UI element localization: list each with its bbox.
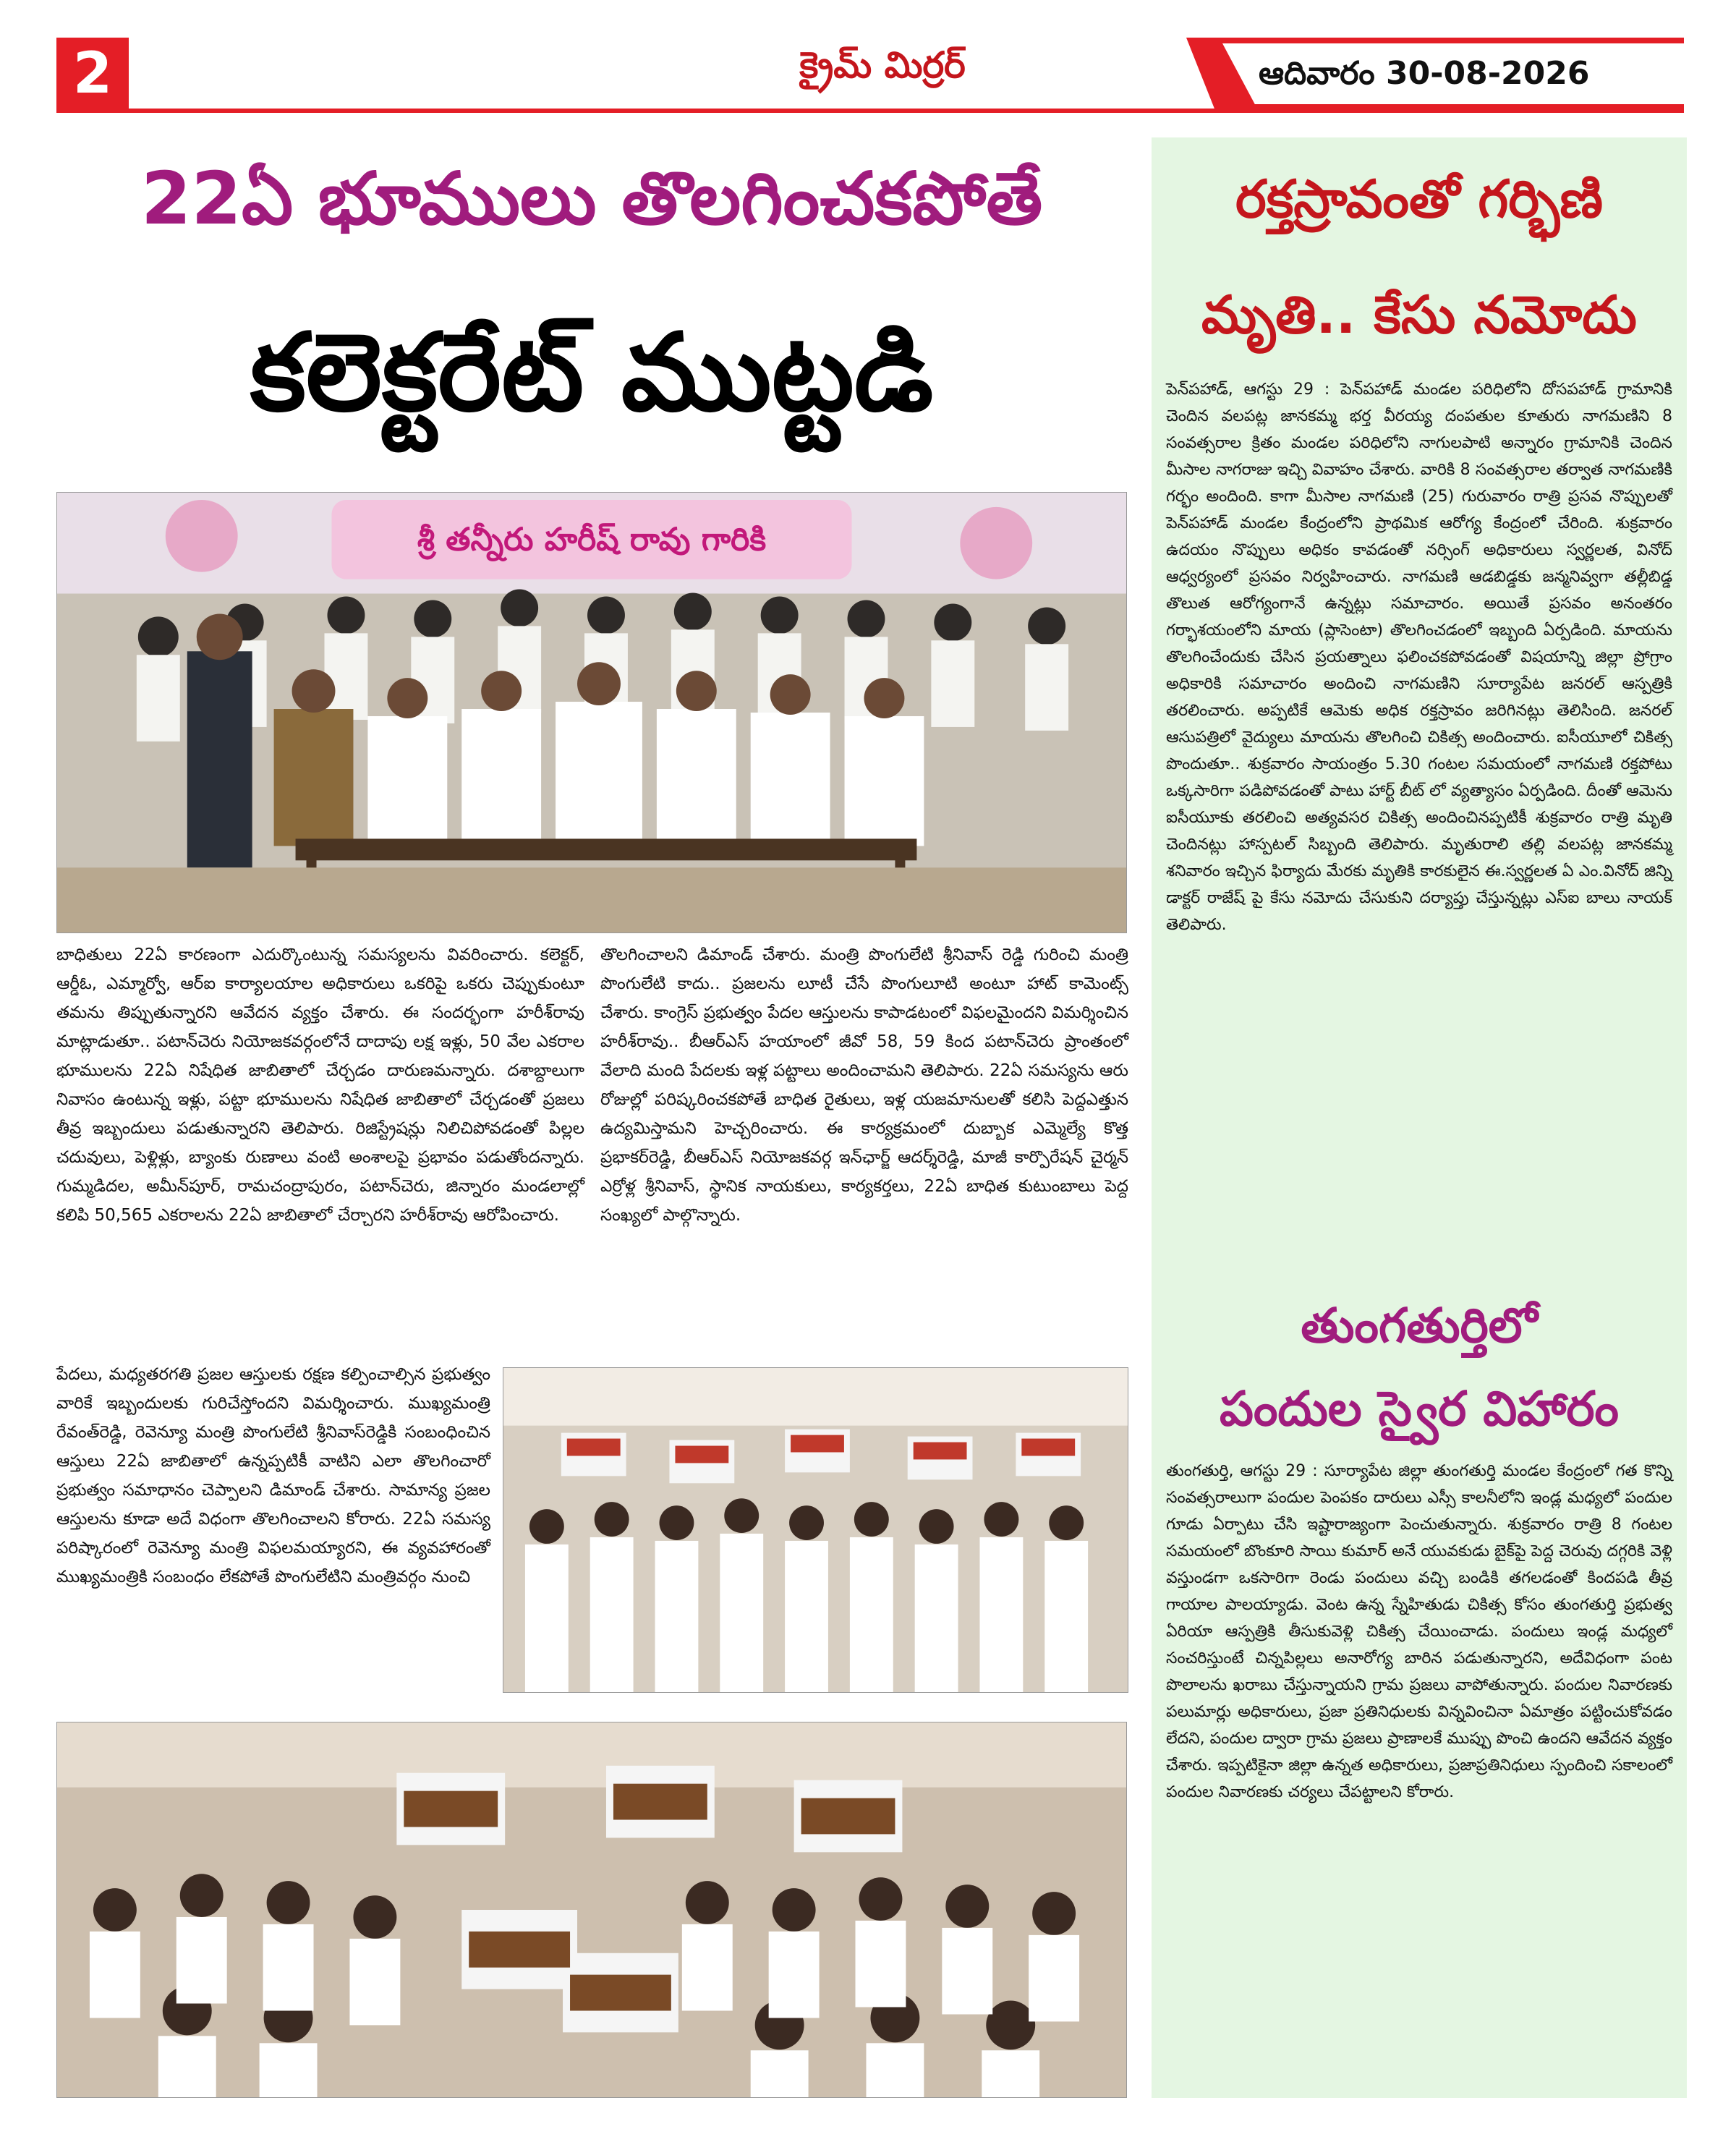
sidebar-story-2-headline-line-1: తుంగతుర్తిలో (1301, 1298, 1538, 1354)
header-rule (56, 109, 1684, 113)
issue-date: ఆదివారం 30-08-2026 (1259, 55, 1590, 92)
page-number: 2 (56, 38, 129, 110)
main-article-column-2: తొలగించాలని డిమాండ్ చేశారు. మంత్రి పొంగులేటి శ్రీనివాస్ రెడ్డి గురించి మంత్రి పొంగులేటి కాదు.. ప్రజలను లూటీ చేసే పొంగులూటి అంటూ హాట్ కామెంట్స్ చేశారు. కాంగ్రెస్ ప్రభుత్వం పేదల ఆస్తులను కాపాడటంలో విఫలమైందని విమర్శించిన హరీశ్‌రావు.. బీఆర్ఎస్ హయాంలో జీవో 58, 59 కింద పటాన్‌చెరు ప్రాంతంలో వేలాది మంది పేదలకు ఇళ్ల పట్టాలు అందించామని తెలిపారు. 22ఏ సమస్యను ఆరు రోజుల్లో పరిష్కరించకపోతే బాధిత రైతులు, ఇళ్ల యజమానులతో కలిసి పెద్దఎత్తున ఉద్యమిస్తామని హెచ్చరించారు. ఈ కార్యక్రమంలో దుబ్బాక ఎమ్మెల్యే కొత్త ప్రభాకర్‌రెడ్డి, బీఆర్ఎస్ నియోజకవర్గ ఇన్‌ఛార్జ్ ఆదర్శ్‌రెడ్డి, మాజీ కార్పొరేషన్ చైర్మన్ ఎర్రోళ్ల శ్రీనివాస్, స్థానిక నాయకులు, కార్యకర్తలు, 22ఏ బాధిత కుటుంబాలు పెద్ద సంఖ్యలో పాల్గొన్నారు. (600, 946, 1128, 1225)
banner-text: శ్రీ తన్నీరు హరీష్ రావు గారికి (417, 521, 767, 558)
sidebar-story-2-headline-line-2: పందుల స్వైర విహారం (1220, 1381, 1619, 1437)
crowd-placards-photo (503, 1367, 1128, 1693)
sidebar-story-1-body: పెన్‌పహాడ్, ఆగస్టు 29 : పెన్‌పహాడ్ మండల పరిధిలోని దోసపహాడ్ గ్రామానికి చెందిన వలపట్ల జానకమ్మ భర్త వీరయ్య దంపతుల కూతురు నాగమణిని 8 సంవత్సరాల క్రితం మండల పరిధిలోని నాగులపాటి అన్నారం గ్రామానికి చెందిన మీసాల నాగరాజు ఇచ్చి వివాహం చేశారు. వారికి 8 సంవత్సరాల తర్వాత నాగమణికి గర్భం అందింది. కాగా మీసాల నాగమణి (25) గురువారం రాత్రి ప్రసవ నొప్పులతో పెన్‌పహాడ్ మండల కేంద్రంలోని ప్రాథమిక ఆరోగ్య కేంద్రంలో చేరింది. శుక్రవారం ఉదయం నొప్పులు అధికం కావడంతో నర్సింగ్ అధికారులు స్వర్ణలత, వినోద్ ఆధ్వర్యంలో ప్రసవం నిర్వహించారు. నాగమణి ఆడబిడ్డకు జన్మనివ్వగా తల్లీబిడ్డ తొలుత ఆరోగ్యంగానే ఉన్నట్లు సమాచారం. అయితే ప్రసవం అనంతరం గర్భాశయంలోని మాయ (ప్లాసెంటా) తొలగించడంలో ఇబ్బంది ఏర్పడింది. మాయను తొలగించేందుకు చేసిన ప్రయత్నాలు ఫలించకపోవడంతో విషయాన్ని జిల్లా ప్రోగ్రాం అధికారికి సమాచారం అందించి నాగమణిని సూర్యాపేట జనరల్ ఆస్పత్రికి తరలించారు. అప్పటికే ఆమెకు అధిక రక్తస్రావం జరిగినట్లు తెలిసింది. జనరల్ ఆసుపత్రిలో వైద్యులు మాయను తొలగించి చికిత్స అందించారు. ఐసీయూలో చికిత్స పొందుతూ.. శుక్రవారం సాయంత్రం 5.30 గంటల సమయంలో నాగమణి రక్తపోటు ఒక్కసారిగా పడిపోవడంతో పాటు హార్ట్ బీట్ లో వ్యత్యాసం ఏర్పడింది. దీంతో ఆమెను ఐసీయూకు తరలించి అత్యవసర చికిత్స అందించినప్పటికీ శుక్రవారం రాత్రి మృతి చెందినట్లు హాస్పటల్ సిబ్బంది తెలిపారు. మృతురాలి తల్లి వలపట్ల జానకమ్మ శనివారం ఇచ్చిన ఫిర్యాదు మేరకు మృతికి కారకులైన ఈ.స్వర్ణలత ఏ ఎం.వినోద్ జిన్ని డాక్టర్ రాజేష్ పై కేసు నమోదు చేసుకుని దర్యాప్తు చేస్తున్నట్లు ఎస్ఐ బాలు నాయక్ తెలిపారు. (1166, 381, 1672, 934)
masthead (752, 42, 1013, 100)
main-article-column-1-continued: పేదలు, మధ్యతరగతి ప్రజల ఆస్తులకు రక్షణ కల్పించాల్సిన ప్రభుత్వం వారికే ఇబ్బందులకు గురిచేస్తోందని విమర్శించారు. ముఖ్యమంత్రి రేవంత్‌రెడ్డి, రెవెన్యూ మంత్రి పొంగులేటి శ్రీనివాస్‌రెడ్డికి సంబంధించిన ఆస్తులు 22ఏ జాబితాలో ఉన్నప్పటికీ వాటిని ఎలా తొలగించారో ప్రభుత్వం సమాధానం చెప్పాలని డిమాండ్ చేశారు. సామాన్య ప్రజల ఆస్తులను కూడా అదే విధంగా తొలగించాలని కోరారు. 22ఏ సమస్య పరిష్కారంలో రెవెన్యూ మంత్రి విఫలమయ్యారని, ఈ వ్యవహారంతో ముఖ్యమంత్రికి సంబంధం లేకపోతే పొంగులేటిని మంత్రివర్గం నుంచి (56, 1365, 490, 1586)
sidebar-story-2-body: తుంగతుర్తి, ఆగస్టు 29 : సూర్యాపేట జిల్లా తుంగతుర్తి మండల కేంద్రంలో గత కొన్ని సంవత్సరాలుగా పందుల పెంపకం దారులు ఎస్సీ కాలనీలోని ఇండ్ల మధ్యలో పందుల గూడు ఏర్పాటు చేసి ఇష్టారాజ్యంగా పెంచుతున్నారు. శుక్రవారం రాత్రి 8 గంటల సమయంలో బొంకూరి సాయి కుమార్ అనే యువకుడు బైక్‌పై పెద్ద చెరువు దగ్గరికి వెళ్లి వస్తుండగా ఒకసారిగా రెండు పందులు వచ్చి బండికి తగలడంతో కిందపడి తీవ్ర గాయాల పాలయ్యాడు. వెంట ఉన్న స్నేహితుడు చికిత్స కోసం తుంగతుర్తి ప్రభుత్వ ఏరియా ఆస్పత్రికి తీసుకువెళ్లి చికిత్స చేయించాడు. పందులు ఇండ్ల మధ్యలో సంచరిస్తుంటే చిన్నపిల్లలు అనారోగ్య బారిన పడుతున్నారని, అదేవిధంగా పంట పొలాలను ఖరాబు చేస్తున్నాయని గ్రామ ప్రజలు వాపోతున్నారు. పందుల నివారణకు పలుమార్లు అధికారులు, ప్రజా ప్రతినిధులకు విన్నవించినా ఏమాత్రం పట్టించుకోవడం లేదని, పందుల ద్వారా గ్రామ ప్రజలు ప్రాణాలకే ముప్పు పొంచి ఉందని ఆవేదన వ్యక్తం చేశారు. ఇప్పటికైనా జిల్లా ఉన్నత అధికారులు, ప్రజాప్రతినిధులు స్పందించి సకాలంలో పందుల నివారణకు చర్యలు చేపట్టాలని కోరారు. (1166, 1462, 1672, 1801)
masthead-title: క్రైమ్ మిర్రర్ (799, 44, 966, 86)
main-article-column-1: బాధితులు 22ఏ కారణంగా ఎదుర్కొంటున్న సమస్యలను వివరించారు. కలెక్టర్, ఆర్డీఓ, ఎమ్మార్వో, ఆర్ఐ కార్యాలయాల అధికారులు ఒకరిపై ఒకరు చెప్పుకుంటూ తమను తిప్పుతున్నారని ఆవేదన వ్యక్తం చేశారు. ఈ సందర్భంగా హరీశ్‌రావు మాట్లాడుతూ.. పటాన్‌చెరు నియోజకవర్గంలోనే దాదాపు లక్ష ఇళ్లు, 50 వేల ఎకరాల భూములను 22ఏ నిషేధిత జాబితాలో చేర్చడం దారుణమన్నారు. దశాబ్దాలుగా నివాసం ఉంటున్న ఇళ్లు, పట్టా భూములను నిషేధిత జాబితాలో చేర్చడంతో ప్రజలు తీవ్ర ఇబ్బందులు పడుతున్నారని తెలిపారు. రిజిస్ట్రేషన్లు నిలిచిపోవడంతో పిల్లల చదువులు, పెళ్లిళ్లు, బ్యాంకు రుణాలు వంటి అంశాలపై ప్రభావం పడుతోందన్నారు. గుమ్మడిదల, అమీన్‌పూర్, రామచంద్రాపురం, పటాన్‌చెరు, జిన్నారం మండలాల్లో కలిపి 50,565 ఎకరాలను 22ఏ జాబితాలో చేర్చారని హరీశ్‌రావు ఆరోపించారు. (56, 946, 584, 1225)
sidebar-story-1-headline-line-1: రక్తస్రావంతో గర్భిణి (1235, 169, 1603, 229)
main-headline-line-1: 22ఏ భూములు తొలగించకపోతే (140, 156, 1043, 241)
press-meet-photo (56, 492, 1127, 933)
main-headline-line-2: కలెక్టరేట్ ముట్టడి (250, 310, 934, 435)
sidebar-story-1-headline-line-2: మృతి.. కేసు నమోదు (1201, 284, 1637, 345)
large-crowd-photo (56, 1722, 1127, 2098)
